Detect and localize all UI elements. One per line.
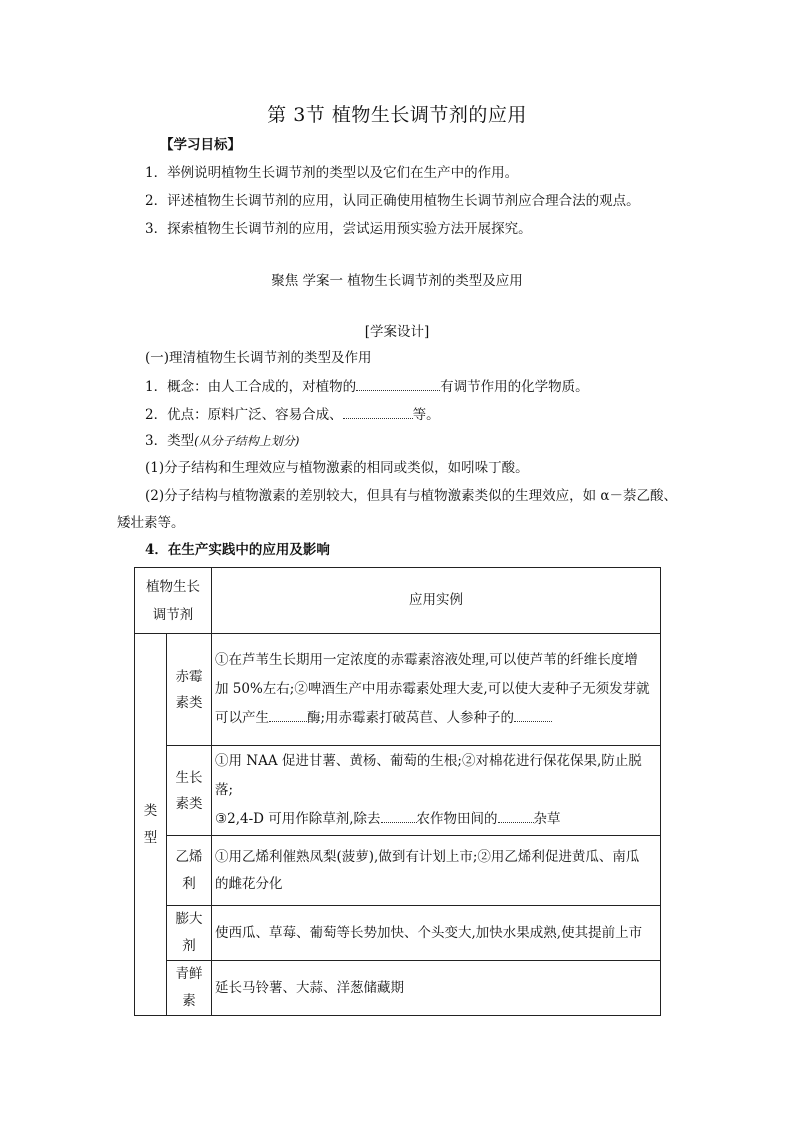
design-heading: [学案设计] (364, 324, 430, 340)
table-row (135, 906, 661, 961)
row-line: ①在芦苇生长期用一定浓度的赤霉素溶液处理,可以使芦苇的纤维长度增 (215, 652, 638, 668)
row-examples (212, 634, 661, 746)
row-line: ①用 NAA 促进甘薯、黄杨、葡萄的生根;②对棉花进行保花保果,防止脱落; (215, 753, 642, 798)
blank-line (269, 709, 307, 722)
row-text: 酶;用赤霉素打破莴苣、人参种子的 (307, 710, 515, 726)
type-line (145, 432, 299, 450)
row-name: 乙烯利 (167, 836, 212, 906)
objective-item-3: 3．探索植物生长调节剂的应用，尝试运用预实验方法开展探究。 (145, 221, 532, 237)
table-row (135, 961, 661, 1016)
advantage-text-b: 等。 (412, 407, 440, 423)
row-name: 膨大剂 (167, 906, 212, 961)
objectives-heading: 【学习目标】 (160, 137, 241, 153)
application-heading: 4．在生产实践中的应用及影响 (145, 542, 330, 558)
table-row (135, 634, 661, 746)
row-text: 农作物田间的 (416, 811, 498, 827)
table-row (135, 746, 661, 836)
type1-line: (1)分子结构和生理效应与植物激素的相同或类似，如吲哚丁酸。 (145, 460, 529, 476)
row-line: ①用乙烯利催熟凤梨(菠萝),做到有计划上市;②用乙烯利促进黄瓜、南瓜 (215, 848, 640, 865)
type2-line1: (2)分子结构与植物激素的差别较大，但具有与植物激素类似的生理效应，如 α－萘乙酸、 (145, 488, 678, 504)
blank-line (514, 709, 552, 722)
section-heading: 聚焦 学案一 植物生长调节剂的类型及应用 (271, 273, 523, 289)
row-examples (212, 746, 661, 836)
type-text-b: (从分子结构上划分) (194, 434, 300, 448)
row-examples: 延长马铃薯、大蒜、洋葱储藏期 (212, 961, 661, 1016)
row-line: 的雌花分化 (215, 875, 283, 892)
table-header-regulator: 植物生长调节剂 (135, 568, 212, 634)
type2-line2: 矮壮素等。 (117, 515, 185, 531)
row-examples: 使西瓜、草莓、葡萄等长势加快、个头变大,加快水果成熟,使其提前上市 (212, 906, 661, 961)
row-line (215, 805, 657, 834)
blank-line (498, 810, 534, 823)
advantage-blank (343, 406, 413, 419)
row-line (215, 704, 657, 733)
row-line: 加 50%左右;②啤酒生产中用赤霉素处理大麦,可以使大麦种子无须发芽就 (215, 681, 650, 697)
part1-heading: (一)理清植物生长调节剂的类型及作用 (145, 350, 372, 366)
objective-item-2: 2．评述植物生长调节剂的应用，认同正确使用植物生长调节剂应合理合法的观点。 (145, 193, 640, 209)
concept-text-b: 有调节作用的化学物质。 (440, 379, 589, 395)
page-title: 第 3节 植物生长调节剂的应用 (267, 104, 527, 126)
type-text-a: 3．类型 (145, 433, 195, 449)
row-text: 杂草 (533, 811, 561, 827)
advantage-line (145, 406, 440, 424)
row-examples (212, 836, 661, 906)
blank-line (381, 810, 417, 823)
row-text: ③2,4-D 可用作除草剂,除去 (215, 811, 381, 827)
type-group-label: 类型 (135, 634, 167, 1016)
row-name: 青鲜素 (167, 961, 212, 1016)
objective-item-1: 1．举例说明植物生长调节剂的类型以及它们在生产中的作用。 (145, 165, 519, 181)
concept-blank (356, 378, 440, 391)
application-table (134, 567, 661, 1016)
row-name: 生长素类 (167, 746, 212, 836)
advantage-text-a: 2．优点：原料广泛、容易合成、 (145, 407, 343, 423)
concept-line (145, 378, 589, 396)
concept-text-a: 1．概念：由人工合成的，对植物的 (145, 379, 357, 395)
table-header-examples: 应用实例 (212, 568, 661, 634)
row-text: 可以产生 (215, 710, 269, 726)
row-name: 赤霉素类 (167, 634, 212, 746)
table-header-row (135, 568, 661, 634)
table-row (135, 836, 661, 906)
